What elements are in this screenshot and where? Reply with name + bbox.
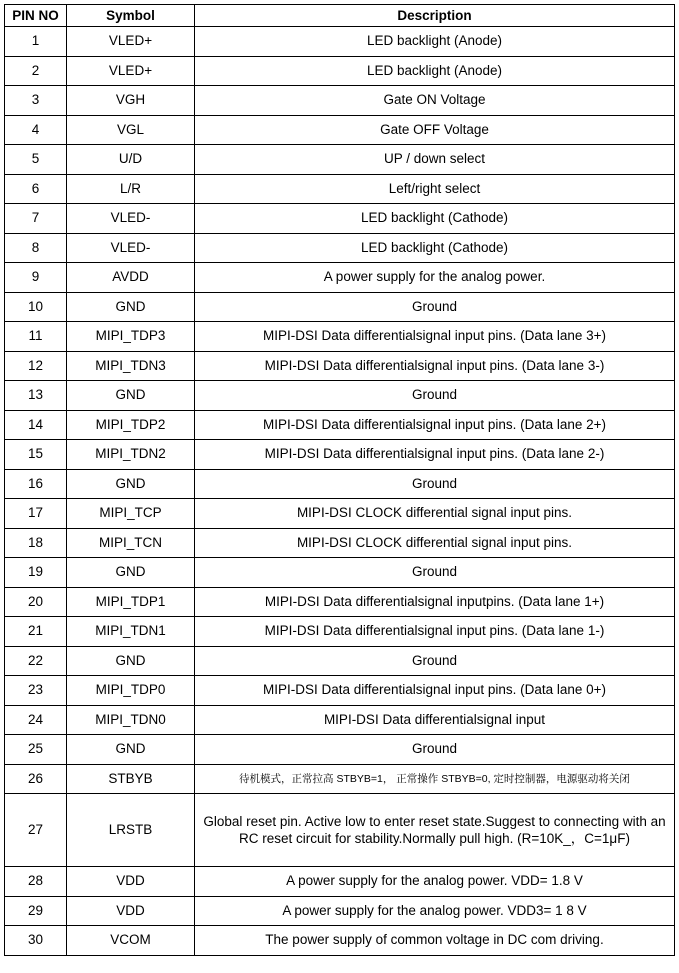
table-row bbox=[5, 896, 675, 926]
cell-symbol: MIPI_TCP bbox=[67, 499, 195, 529]
table-row bbox=[5, 204, 675, 234]
column-header-symbol: Symbol bbox=[67, 5, 195, 27]
cell-pin-no: 2 bbox=[5, 56, 67, 86]
cell-description: LED backlight (Cathode) bbox=[195, 233, 675, 263]
column-header-pin-no: PIN NO bbox=[5, 5, 67, 27]
pin-assignment-table bbox=[4, 4, 675, 956]
cell-symbol: GND bbox=[67, 646, 195, 676]
cell-description: UP / down select bbox=[195, 145, 675, 175]
cell-description: Ground bbox=[195, 646, 675, 676]
table-row bbox=[5, 381, 675, 411]
cell-description: Ground bbox=[195, 735, 675, 765]
cell-pin-no: 4 bbox=[5, 115, 67, 145]
table-row bbox=[5, 867, 675, 897]
cell-symbol: VDD bbox=[67, 867, 195, 897]
cell-symbol: GND bbox=[67, 292, 195, 322]
cell-symbol: MIPI_TDN2 bbox=[67, 440, 195, 470]
cell-description: MIPI-DSI Data differentialsignal input pins. (Data lane 1-) bbox=[195, 617, 675, 647]
cell-symbol: U/D bbox=[67, 145, 195, 175]
cell-pin-no: 6 bbox=[5, 174, 67, 204]
table-header bbox=[5, 5, 675, 27]
cell-pin-no: 29 bbox=[5, 896, 67, 926]
cell-symbol: MIPI_TDP3 bbox=[67, 322, 195, 352]
cell-symbol: VCOM bbox=[67, 926, 195, 956]
cell-description: MIPI-DSI Data differentialsignal input pins. (Data lane 0+) bbox=[195, 676, 675, 706]
cell-pin-no: 5 bbox=[5, 145, 67, 175]
cell-symbol: MIPI_TCN bbox=[67, 528, 195, 558]
cell-description: MIPI-DSI CLOCK differential signal input pins. bbox=[195, 528, 675, 558]
cell-description: MIPI-DSI Data differentialsignal inputpins. (Data lane 1+) bbox=[195, 587, 675, 617]
cell-pin-no: 10 bbox=[5, 292, 67, 322]
cell-symbol: GND bbox=[67, 735, 195, 765]
table-row bbox=[5, 56, 675, 86]
cell-symbol: VDD bbox=[67, 896, 195, 926]
table-row bbox=[5, 263, 675, 293]
cell-pin-no: 30 bbox=[5, 926, 67, 956]
cell-description: LED backlight (Anode) bbox=[195, 27, 675, 57]
cell-symbol: VGH bbox=[67, 86, 195, 116]
cell-description: Gate ON Voltage bbox=[195, 86, 675, 116]
cell-pin-no: 11 bbox=[5, 322, 67, 352]
table-row bbox=[5, 322, 675, 352]
cell-pin-no: 16 bbox=[5, 469, 67, 499]
table-row bbox=[5, 27, 675, 57]
table-row bbox=[5, 764, 675, 794]
cell-symbol: MIPI_TDP1 bbox=[67, 587, 195, 617]
table-row bbox=[5, 617, 675, 647]
cell-description: LED backlight (Anode) bbox=[195, 56, 675, 86]
cell-description: A power supply for the analog power. VDD3= 1 8 V bbox=[195, 896, 675, 926]
table-row bbox=[5, 145, 675, 175]
cell-description: 待机模式，正常拉高 STBYB=1， 正常操作 STBYB=0, 定时控制器，电源驱动将关闭 bbox=[195, 764, 675, 794]
cell-description: MIPI-DSI Data differentialsignal input bbox=[195, 705, 675, 735]
table-row bbox=[5, 735, 675, 765]
table-row bbox=[5, 469, 675, 499]
cell-description: Ground bbox=[195, 381, 675, 411]
table-row bbox=[5, 292, 675, 322]
table-row bbox=[5, 926, 675, 956]
cell-symbol: MIPI_TDP0 bbox=[67, 676, 195, 706]
table-row bbox=[5, 115, 675, 145]
cell-pin-no: 26 bbox=[5, 764, 67, 794]
table-header-row bbox=[5, 5, 675, 27]
cell-description: MIPI-DSI Data differentialsignal input pins. (Data lane 2-) bbox=[195, 440, 675, 470]
cell-description: A power supply for the analog power. bbox=[195, 263, 675, 293]
cell-pin-no: 23 bbox=[5, 676, 67, 706]
cell-symbol: MIPI_TDN1 bbox=[67, 617, 195, 647]
table-row bbox=[5, 174, 675, 204]
cell-description: Ground bbox=[195, 292, 675, 322]
cell-symbol: MIPI_TDP2 bbox=[67, 410, 195, 440]
cell-description: A power supply for the analog power. VDD= 1.8 V bbox=[195, 867, 675, 897]
table-body bbox=[5, 27, 675, 956]
cell-symbol: MIPI_TDN3 bbox=[67, 351, 195, 381]
cell-pin-no: 27 bbox=[5, 794, 67, 867]
cell-pin-no: 20 bbox=[5, 587, 67, 617]
cell-description: MIPI-DSI CLOCK differential signal input pins. bbox=[195, 499, 675, 529]
cell-pin-no: 12 bbox=[5, 351, 67, 381]
cell-symbol: GND bbox=[67, 558, 195, 588]
cell-pin-no: 15 bbox=[5, 440, 67, 470]
cell-pin-no: 9 bbox=[5, 263, 67, 293]
cell-symbol: VLED+ bbox=[67, 27, 195, 57]
cell-pin-no: 22 bbox=[5, 646, 67, 676]
cell-description: MIPI-DSI Data differentialsignal input pins. (Data lane 3-) bbox=[195, 351, 675, 381]
table-row bbox=[5, 233, 675, 263]
cell-pin-no: 25 bbox=[5, 735, 67, 765]
cell-pin-no: 8 bbox=[5, 233, 67, 263]
cell-pin-no: 3 bbox=[5, 86, 67, 116]
cell-description: Gate OFF Voltage bbox=[195, 115, 675, 145]
cell-symbol: MIPI_TDN0 bbox=[67, 705, 195, 735]
cell-description: LED backlight (Cathode) bbox=[195, 204, 675, 234]
cell-pin-no: 19 bbox=[5, 558, 67, 588]
cell-description: MIPI-DSI Data differentialsignal input pins. (Data lane 2+) bbox=[195, 410, 675, 440]
cell-symbol: VLED+ bbox=[67, 56, 195, 86]
cell-pin-no: 1 bbox=[5, 27, 67, 57]
table-row bbox=[5, 676, 675, 706]
table-row bbox=[5, 440, 675, 470]
table-row bbox=[5, 558, 675, 588]
cell-symbol: L/R bbox=[67, 174, 195, 204]
table-row bbox=[5, 646, 675, 676]
cell-description: Ground bbox=[195, 558, 675, 588]
table-row bbox=[5, 86, 675, 116]
table-row bbox=[5, 499, 675, 529]
cell-pin-no: 24 bbox=[5, 705, 67, 735]
table-row bbox=[5, 705, 675, 735]
cell-description: Left/right select bbox=[195, 174, 675, 204]
table-row bbox=[5, 351, 675, 381]
cell-symbol: STBYB bbox=[67, 764, 195, 794]
cell-symbol: VGL bbox=[67, 115, 195, 145]
cell-symbol: VLED- bbox=[67, 233, 195, 263]
table-row bbox=[5, 794, 675, 867]
cell-symbol: VLED- bbox=[67, 204, 195, 234]
cell-description: The power supply of common voltage in DC com driving. bbox=[195, 926, 675, 956]
cell-pin-no: 14 bbox=[5, 410, 67, 440]
cell-pin-no: 7 bbox=[5, 204, 67, 234]
cell-symbol: GND bbox=[67, 469, 195, 499]
table-row bbox=[5, 587, 675, 617]
cell-description: Ground bbox=[195, 469, 675, 499]
cell-symbol: AVDD bbox=[67, 263, 195, 293]
cell-pin-no: 13 bbox=[5, 381, 67, 411]
cell-pin-no: 17 bbox=[5, 499, 67, 529]
table-row bbox=[5, 528, 675, 558]
cell-pin-no: 18 bbox=[5, 528, 67, 558]
cell-symbol: GND bbox=[67, 381, 195, 411]
cell-description: Global reset pin. Active low to enter reset state.Suggest to connecting with an RC reset circuit for stability.Normally pull high. (R=10K_，C=1μF) bbox=[195, 794, 675, 867]
cell-symbol: LRSTB bbox=[67, 794, 195, 867]
column-header-description: Description bbox=[195, 5, 675, 27]
table-row bbox=[5, 410, 675, 440]
cell-pin-no: 21 bbox=[5, 617, 67, 647]
cell-pin-no: 28 bbox=[5, 867, 67, 897]
cell-description: MIPI-DSI Data differentialsignal input pins. (Data lane 3+) bbox=[195, 322, 675, 352]
